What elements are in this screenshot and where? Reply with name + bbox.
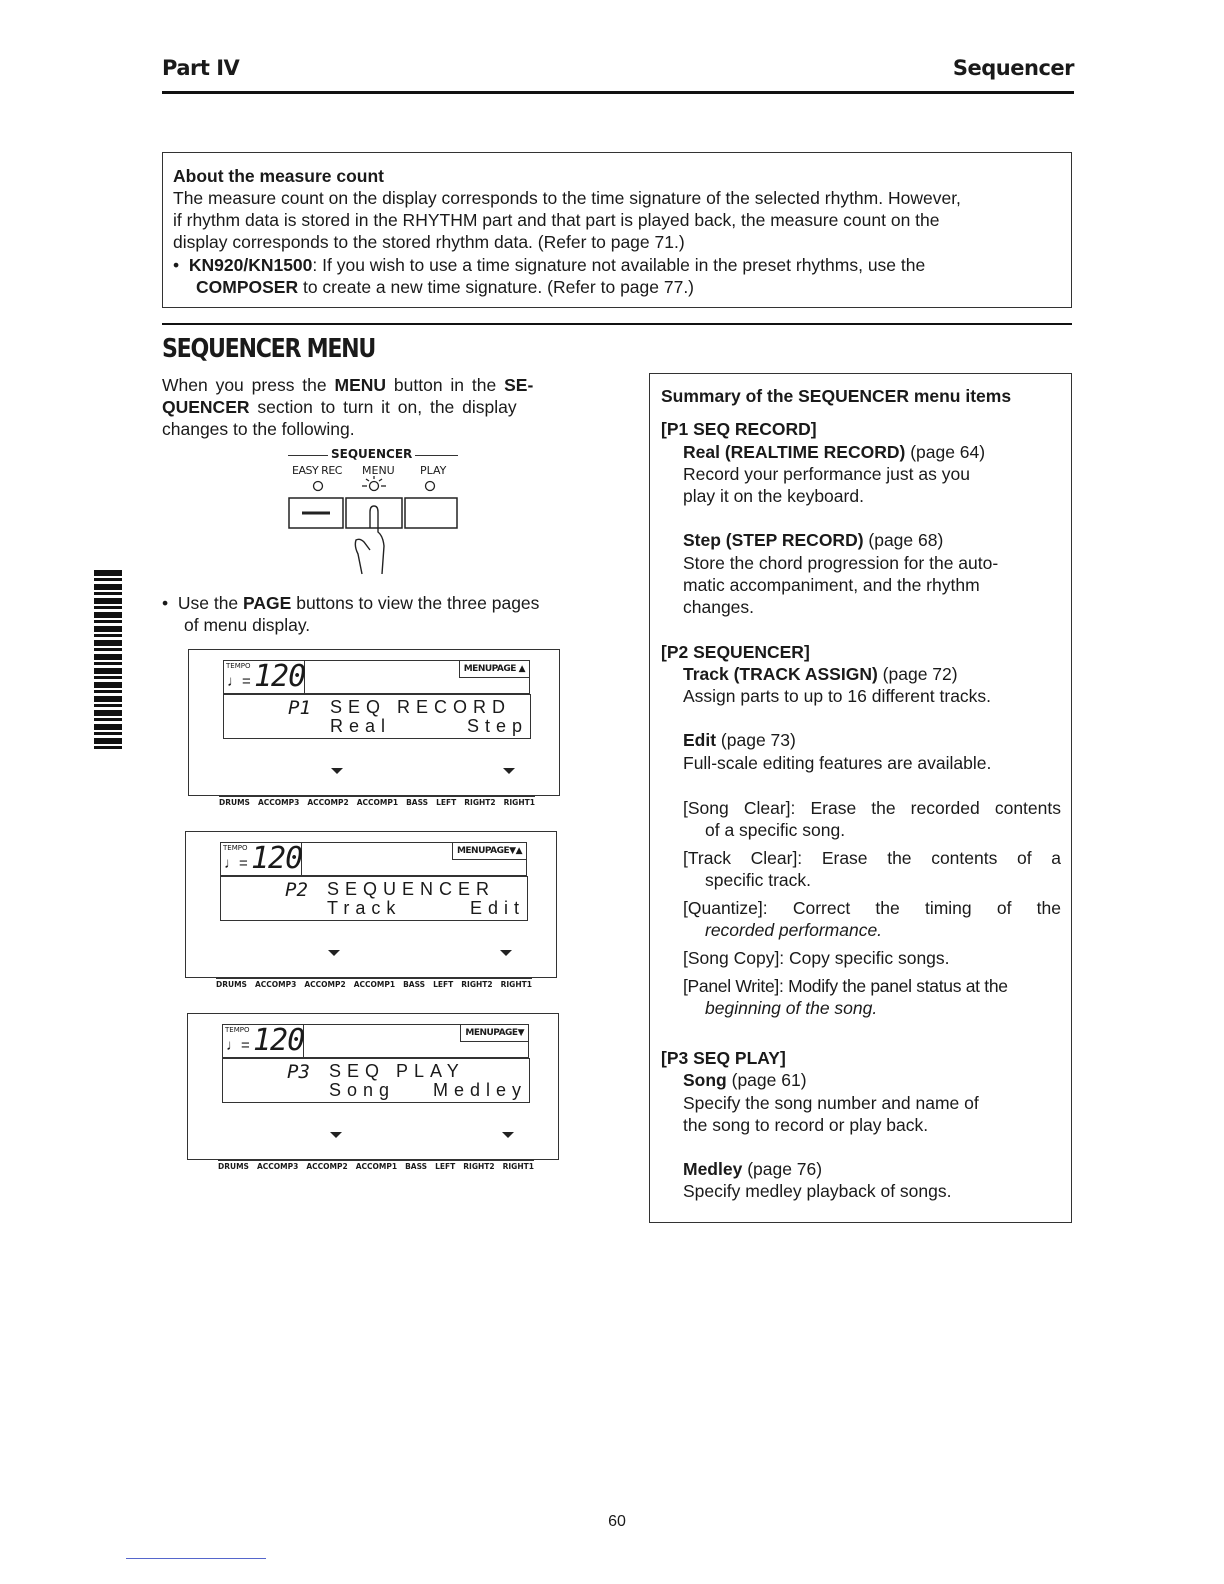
summary-songclear-1: [Song Clear]: Erase the recorded contents <box>683 798 1061 818</box>
summary-title: Summary of the SEQUENCER menu items <box>661 386 1012 406</box>
lcd-main-area <box>220 876 528 921</box>
lcd-left-arrow-icon <box>331 768 343 774</box>
bullet-model: KN920/KN1500 <box>188 255 313 275</box>
lcd-part-bass: BASS <box>403 980 426 989</box>
summary-song-title: Song <box>683 1070 727 1090</box>
summary-p2-heading: [P2 SEQUENCER] <box>661 642 810 662</box>
lcd-tempo-value: 120 <box>254 659 306 694</box>
lcd-tempo-value: 120 <box>253 1023 305 1058</box>
lcd-part-drums: DRUMS <box>219 798 250 807</box>
lcd-display-page1 <box>188 649 560 807</box>
lcd-part-drums: DRUMS <box>218 1162 249 1171</box>
intro-line-2 <box>162 396 517 419</box>
summary-song-desc-1: Specify the song number and name of <box>683 1093 979 1113</box>
lcd-menupage-indicator: MENUPAGE▼ <box>460 1025 528 1042</box>
summary-medley-page: (page 76) <box>742 1159 823 1179</box>
lcd-topbar <box>300 842 527 876</box>
lcd-menupage-indicator: MENUPAGE ▲ <box>459 661 529 678</box>
summary-medley <box>683 1158 822 1181</box>
bullet-dot: • <box>173 255 189 275</box>
lcd-main-area <box>223 694 531 739</box>
note-line-1: The measure count on the display corresponds to the time signature of the selected rhythm. However, <box>173 188 961 208</box>
summary-edit-page: (page 73) <box>716 730 796 750</box>
lcd-left-arrow-icon <box>330 1132 342 1138</box>
summary-box <box>649 373 1072 1223</box>
summary-songcopy: [Song Copy]: Copy specific songs. <box>683 948 950 968</box>
note-bullet <box>173 254 925 277</box>
lcd-part-bass: BASS <box>406 798 429 807</box>
summary-edit-title: Edit <box>683 730 717 750</box>
note-title: About the measure count <box>173 166 384 186</box>
lcd-tempo-box <box>220 842 302 876</box>
lcd-tempo-eq: ♩= <box>226 1037 250 1054</box>
intro-text-b: button in the <box>386 375 505 395</box>
lcd-display-page3 <box>187 1013 559 1171</box>
summary-songclear-2: of a specific song. <box>705 820 846 840</box>
lcd-tempo-value: 120 <box>251 841 303 876</box>
summary-track <box>683 663 958 686</box>
lcd-tempo-box <box>223 660 305 694</box>
summary-real-desc-1: Record your performance just as you <box>683 464 970 484</box>
bullet-text-2: to create a new time signature. (Refer to page 77.) <box>298 277 695 297</box>
page-note-c: buttons to view the three pages <box>291 593 540 613</box>
header-title: Sequencer <box>952 56 1074 80</box>
summary-step-page: (page 68) <box>863 530 944 550</box>
lcd-part-right1: RIGHT1 <box>502 1162 534 1171</box>
lcd-menu-title: SEQUENCER <box>327 879 496 899</box>
summary-track-desc: Assign parts to up to 16 different tracks. <box>683 686 992 706</box>
lcd-part-labels <box>218 1160 534 1171</box>
lcd-part-left: LEFT <box>436 798 457 807</box>
lcd-part-accomp3: ACCOMP3 <box>256 1162 299 1171</box>
page-number: 60 <box>608 1513 626 1530</box>
panel-group-label: SEQUENCER <box>328 447 415 461</box>
summary-panelwrite-1: [Panel Write]: Modify the panel status at the <box>683 976 1008 996</box>
summary-medley-title: Medley <box>683 1159 743 1179</box>
summary-step-desc-2: matic accompaniment, and the rhythm <box>683 575 980 595</box>
section-rule <box>162 323 1072 325</box>
summary-real-title: Real (REALTIME RECORD) <box>683 442 906 462</box>
intro-text-c: section to turn it on, the display <box>249 397 517 417</box>
header-part: Part IV <box>162 56 240 80</box>
intro-quencer: QUENCER <box>162 397 250 417</box>
summary-song-desc-2: the song to record or play back. <box>683 1115 929 1135</box>
summary-step <box>683 529 943 552</box>
lcd-main-area <box>222 1058 530 1103</box>
lcd-page-number: P3 <box>287 1061 310 1083</box>
bullet-text-1: : If you wish to use a time signature not available in the preset rhythms, use the <box>312 255 926 275</box>
lcd-part-accomp2: ACCOMP2 <box>306 1162 348 1171</box>
sidebar-tab-graphic <box>94 570 122 750</box>
section-title: SEQUENCER MENU <box>162 334 376 364</box>
summary-edit-desc: Full-scale editing features are available. <box>683 753 992 773</box>
page-note-2: of menu display. <box>184 615 311 635</box>
summary-step-title: Step (STEP RECORD) <box>683 530 864 550</box>
lcd-part-accomp2: ACCOMP2 <box>304 980 346 989</box>
lcd-part-accomp3: ACCOMP3 <box>257 798 300 807</box>
lcd-tempo-label: TEMPO <box>226 662 251 670</box>
sequencer-panel <box>288 446 458 586</box>
intro-line-3: changes to the following. <box>162 419 355 439</box>
lcd-part-accomp1: ACCOMP1 <box>355 1162 398 1171</box>
lcd-part-drums: DRUMS <box>216 980 247 989</box>
summary-panelwrite-2: beginning of the song. <box>705 998 878 1018</box>
lcd-menu-title: SEQ PLAY <box>329 1061 465 1081</box>
lcd-tempo-eq: ♩= <box>227 673 251 690</box>
lcd-part-accomp1: ACCOMP1 <box>353 980 396 989</box>
summary-quantize-2: recorded performance. <box>705 920 883 940</box>
lcd-right-arrow-icon <box>503 768 515 774</box>
summary-p3-heading: [P3 SEQ PLAY] <box>661 1048 786 1068</box>
lcd-right-option: Step <box>466 716 528 736</box>
lcd-part-right1: RIGHT1 <box>500 980 532 989</box>
summary-song <box>683 1069 807 1092</box>
summary-trackclear-2: specific track. <box>705 870 811 890</box>
lcd-part-right2: RIGHT2 <box>463 1162 495 1171</box>
lcd-page-number: P2 <box>285 879 308 901</box>
intro-text-a: When you press the <box>162 375 335 395</box>
lcd-part-accomp3: ACCOMP3 <box>254 980 297 989</box>
summary-trackclear-1: [Track Clear]: Erase the contents of a <box>683 848 1061 868</box>
note-bullet-cont <box>196 276 694 299</box>
intro-se: SE- <box>504 375 534 395</box>
lcd-left-option: Real <box>330 716 392 736</box>
lcd-right-option: Medley <box>432 1080 527 1100</box>
lcd-menu-title: SEQ RECORD <box>330 697 512 717</box>
page-note-1 <box>162 592 539 615</box>
summary-p1-heading: [P1 SEQ RECORD] <box>661 419 817 439</box>
summary-edit <box>683 729 796 752</box>
lcd-topbar <box>303 660 530 694</box>
lcd-tempo-eq: ♩= <box>224 855 248 872</box>
intro-line-1 <box>162 374 582 397</box>
footer-rule <box>126 1558 266 1559</box>
summary-real-desc-2: play it on the keyboard. <box>683 486 864 506</box>
summary-real <box>683 441 985 464</box>
note-line-3: display corresponds to the stored rhythm data. (Refer to page 71.) <box>173 232 685 252</box>
lcd-right-arrow-icon <box>500 950 512 956</box>
page-note-a: Use the <box>177 593 244 613</box>
summary-song-page: (page 61) <box>726 1070 807 1090</box>
lcd-display-page2 <box>185 831 557 989</box>
page-note-dot: • <box>162 593 178 613</box>
lcd-right-option: Edit <box>469 898 525 918</box>
lcd-left-option: Track <box>327 898 402 918</box>
panel-play-label: PLAY <box>420 464 447 477</box>
panel-buttons-graphic <box>288 476 458 586</box>
lcd-part-accomp2: ACCOMP2 <box>307 798 349 807</box>
panel-menu-label: MENU <box>362 464 395 477</box>
lcd-page-number: P1 <box>288 697 311 719</box>
bullet-composer: COMPOSER <box>196 277 299 297</box>
lcd-part-left: LEFT <box>433 980 454 989</box>
lcd-part-right2: RIGHT2 <box>461 980 493 989</box>
lcd-right-arrow-icon <box>502 1132 514 1138</box>
lcd-part-right1: RIGHT1 <box>503 798 535 807</box>
lcd-part-right2: RIGHT2 <box>464 798 496 807</box>
summary-track-title: Track (TRACK ASSIGN) <box>683 664 878 684</box>
note-line-2: if rhythm data is stored in the RHYTHM part and that part is played back, the measure count on the <box>173 210 940 230</box>
summary-real-page: (page 64) <box>905 442 986 462</box>
lcd-part-labels <box>219 796 535 807</box>
summary-quantize-1: [Quantize]: Correct the timing of the <box>683 898 1061 918</box>
lcd-part-left: LEFT <box>435 1162 456 1171</box>
lcd-left-arrow-icon <box>328 950 340 956</box>
intro-menu: MENU <box>334 375 387 395</box>
lcd-tempo-label: TEMPO <box>225 1026 250 1034</box>
summary-medley-desc: Specify medley playback of songs. <box>683 1181 952 1201</box>
note-box <box>162 152 1072 308</box>
lcd-topbar <box>302 1024 529 1058</box>
lcd-left-option: Song <box>329 1080 396 1100</box>
summary-step-desc-1: Store the chord progression for the auto- <box>683 553 999 573</box>
header-rule <box>162 91 1074 94</box>
lcd-part-accomp1: ACCOMP1 <box>356 798 399 807</box>
lcd-part-labels <box>216 978 532 989</box>
page-note-page: PAGE <box>243 593 292 613</box>
summary-track-page: (page 72) <box>877 664 958 684</box>
lcd-part-bass: BASS <box>405 1162 428 1171</box>
lcd-menupage-indicator: MENUPAGE▼▲ <box>452 843 526 860</box>
lcd-tempo-box <box>222 1024 304 1058</box>
panel-easyrec-label: EASY REC <box>292 464 342 477</box>
summary-step-desc-3: changes. <box>683 597 755 617</box>
lcd-tempo-label: TEMPO <box>223 844 248 852</box>
